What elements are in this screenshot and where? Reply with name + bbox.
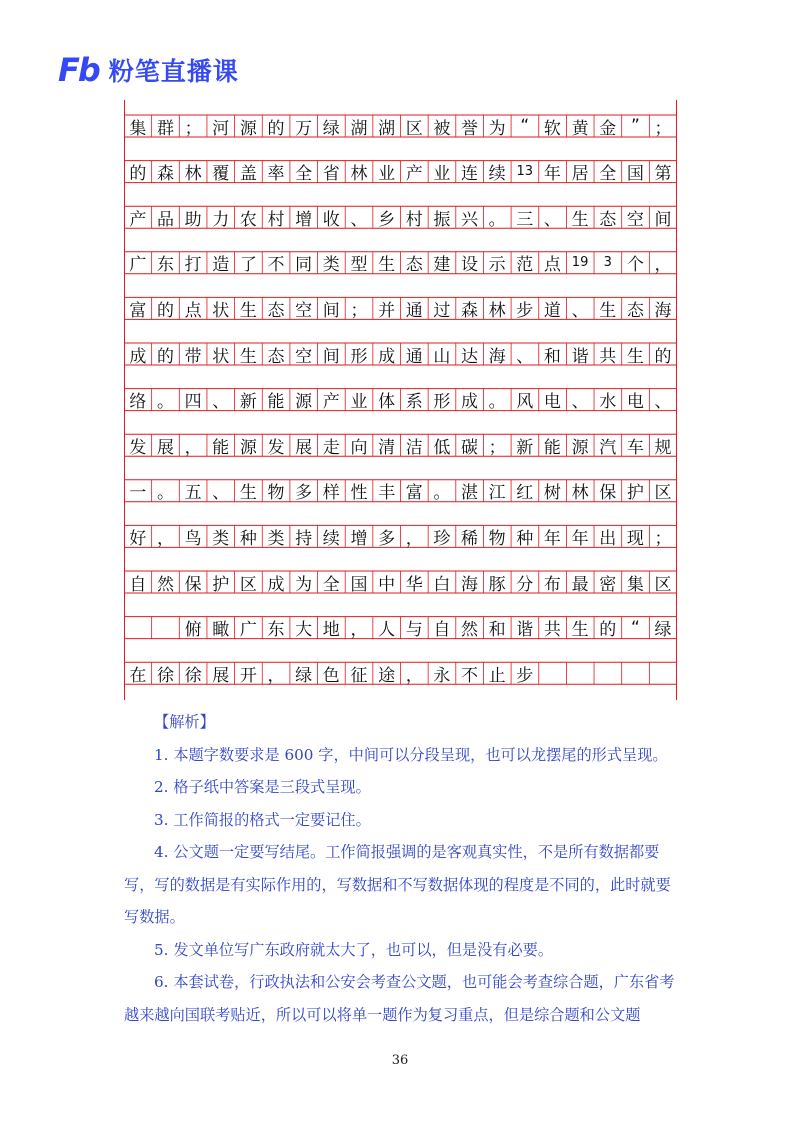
grid-cell: 密: [599, 574, 617, 595]
grid-cell: 态: [267, 346, 285, 367]
grid-cell: 森: [461, 300, 478, 321]
grid-cell: 带: [184, 346, 202, 367]
grid-cell: ，: [156, 528, 174, 549]
grid-cell: 率: [267, 164, 285, 185]
grid-cell: 汽: [599, 437, 617, 458]
grid-cell: 途: [378, 665, 396, 686]
grid-cell: 山: [433, 346, 451, 367]
grid-cell: 珍: [433, 528, 451, 549]
grid-cell: 系: [405, 392, 423, 413]
grid-cell: 间: [322, 346, 340, 367]
grid-cell: 态: [405, 255, 423, 276]
grid-cell: 华: [405, 574, 423, 595]
grid-cell: 广: [239, 620, 257, 641]
grid-cell: 徐: [184, 665, 202, 686]
grid-cell: 、: [516, 346, 534, 367]
grid-cell: 稀: [461, 528, 478, 549]
grid-cell: 为: [488, 118, 506, 139]
grid-cell: 增: [350, 528, 368, 549]
grid-cell: 增: [295, 209, 313, 230]
grid-cell: 向: [350, 437, 368, 458]
grid-cell: 能: [267, 392, 285, 413]
grid-cell: 俯: [184, 620, 202, 641]
grid-cell: 产: [322, 392, 340, 413]
grid-cell: 海: [488, 346, 506, 367]
grid-cell: 绿: [322, 118, 340, 139]
analysis-point: 4. 公文题一定要写结尾。工作简报强调的是客观真实性，不是所有数据都要写，写的数据是有实际作用的，写数据和不写数据体现的程度是不同的，此时就要写数据。: [124, 843, 671, 926]
grid-cell: 。: [488, 209, 506, 230]
grid-cell: 空: [295, 346, 313, 367]
grid-cell: 。: [156, 483, 174, 504]
grid-row: [124, 297, 677, 319]
grid-cell: 成: [461, 392, 478, 413]
grid-cell: 车: [626, 437, 644, 458]
grid-cell: ；: [488, 437, 506, 458]
grid-cell: 的: [129, 164, 147, 185]
grid-cell: 全: [322, 574, 340, 595]
analysis-point: 6. 本套试卷，行政执法和公安会考查公文题，也可能会考查综合题，广东省考越来越向国联考贴近，所以可以将单一题作为复习重点，但是综合题和公文题: [124, 973, 675, 1024]
grid-cell: 谐: [571, 346, 589, 367]
grid-cell: 丰: [378, 483, 396, 504]
grid-cell: 达: [461, 346, 478, 367]
grid-cell: 三: [516, 209, 534, 230]
grid-cell: 的: [156, 346, 174, 367]
grid-cell: 年: [543, 164, 561, 185]
grid-text-rows: [124, 100, 677, 700]
grid-cell: 护: [626, 483, 644, 504]
grid-row: [124, 343, 677, 365]
grid-cell: 振: [433, 209, 451, 230]
grid-cell: ，: [350, 620, 368, 641]
grid-cell: ，: [184, 437, 202, 458]
grid-cell: 造: [212, 255, 230, 276]
grid-cell: 白: [433, 574, 451, 595]
grid-row: [124, 389, 677, 411]
grid-cell: 生: [239, 300, 257, 321]
grid-cell: 在: [129, 665, 147, 686]
grid-cell: 过: [433, 300, 451, 321]
grid-cell: 村: [405, 209, 423, 230]
grid-cell: 类: [267, 528, 285, 549]
grid-cell: 类: [212, 528, 230, 549]
grid-cell: 分: [516, 574, 534, 595]
grid-cell: 的: [599, 620, 617, 641]
grid-cell: 生: [239, 346, 257, 367]
grid-cell: 全: [599, 164, 617, 185]
grid-cell: 出: [599, 528, 617, 549]
grid-cell: 水: [599, 392, 617, 413]
grid-cell: 点: [543, 255, 561, 276]
grid-cell: 年: [543, 528, 561, 549]
grid-cell: 谐: [516, 620, 534, 641]
grid-cell: 盖: [239, 164, 257, 185]
grid-cell: 徐: [156, 665, 174, 686]
grid-cell: 点: [184, 300, 202, 321]
grid-cell: 力: [212, 209, 230, 230]
grid-cell: 规: [654, 437, 672, 458]
grid-cell: 征: [350, 665, 368, 686]
grid-cell: 。: [488, 392, 506, 413]
grid-cell: [649, 662, 677, 684]
grid-cell: 永: [433, 665, 451, 686]
analysis-point: 2. 格子纸中答案是三段式呈现。: [154, 778, 371, 796]
grid-cell: 样: [322, 483, 340, 504]
grid-cell: 中: [378, 574, 396, 595]
grid-cell: 护: [212, 574, 230, 595]
grid-cell: 状: [212, 300, 230, 321]
grid-cell: 被: [433, 118, 451, 139]
grid-cell: 为: [295, 574, 313, 595]
grid-cell: 群: [156, 118, 174, 139]
grid-cell: 通: [405, 300, 423, 321]
grid-cell: 源: [239, 118, 257, 139]
grid-cell: 持: [295, 528, 313, 549]
grid-cell: 间: [654, 209, 672, 230]
grid-cell: 软: [543, 118, 561, 139]
grid-cell: 空: [295, 300, 313, 321]
grid-cell: [566, 662, 594, 684]
grid-cell: 态: [626, 300, 644, 321]
grid-cell: 品: [156, 209, 174, 230]
grid-cell: 了: [239, 255, 257, 276]
grid-cell: 不: [461, 665, 478, 686]
grid-cell: 东: [267, 620, 285, 641]
grid-cell: 助: [184, 209, 202, 230]
grid-cell: 然: [461, 620, 478, 641]
grid-cell: 湛: [461, 483, 478, 504]
grid-cell: 集: [626, 574, 644, 595]
grid-cell: 农: [239, 209, 257, 230]
grid-cell: 空: [626, 209, 644, 230]
grid-cell: ；: [654, 118, 672, 139]
analysis-point: 1. 本题字数要求是 600 字，中间可以分段呈现，也可以龙摆尾的形式呈现。: [154, 745, 668, 764]
grid-cell: 林: [184, 164, 202, 185]
grid-cell: 大: [295, 620, 313, 641]
grid-cell: ；: [184, 118, 202, 139]
grid-cell: 业: [433, 164, 451, 185]
grid-cell: 业: [350, 392, 368, 413]
grid-cell: 自: [433, 620, 451, 641]
grid-cell: 人: [378, 620, 396, 641]
grid-cell: 风: [516, 392, 534, 413]
grid-cell: 生: [378, 255, 396, 276]
grid-cell: 打: [184, 255, 202, 276]
grid-cell: 好: [129, 528, 147, 549]
grid-cell: 洁: [405, 437, 423, 458]
grid-cell: 、: [350, 209, 368, 230]
grid-row: [124, 662, 677, 684]
grid-cell: 碳: [461, 437, 478, 458]
grid-cell: 低: [433, 437, 451, 458]
grid-row: [124, 525, 677, 547]
grid-cell: 现: [626, 528, 644, 549]
grid-cell: 的: [156, 300, 174, 321]
grid-cell: 范: [516, 255, 534, 276]
grid-cell: 电: [626, 392, 644, 413]
grid-cell: [124, 617, 152, 639]
grid-cell: [622, 662, 650, 684]
grid-cell: 。: [433, 483, 451, 504]
grid-cell: 源: [295, 392, 313, 413]
grid-cell: 海: [654, 300, 672, 321]
page-number: 36: [391, 1053, 409, 1068]
grid-cell: 、: [571, 300, 589, 321]
grid-cell: 个: [626, 255, 644, 276]
analysis-section: [124, 706, 684, 1031]
grid-cell: 国: [350, 574, 368, 595]
grid-row: [124, 206, 677, 228]
grid-cell: 续: [322, 528, 340, 549]
grid-cell: 源: [239, 437, 257, 458]
grid-cell: 生: [239, 483, 257, 504]
grid-cell: 万: [295, 118, 313, 139]
grid-cell: ；: [350, 300, 368, 321]
grid-cell: 。: [156, 392, 174, 413]
grid-cell: 清: [378, 437, 396, 458]
grid-cell: ，: [654, 255, 672, 276]
grid-cell: 然: [156, 574, 174, 595]
grid-row: [124, 252, 677, 274]
grid-cell: 走: [322, 437, 340, 458]
grid-cell: 体: [378, 392, 396, 413]
grid-cell: 江: [488, 483, 506, 504]
grid-cell: 广: [129, 255, 147, 276]
grid-cell: 步: [516, 300, 534, 321]
analysis-point: 5. 发文单位写广东政府就太大了，也可以，但是没有必要。: [154, 940, 554, 959]
grid-cell: 形: [433, 392, 451, 413]
grid-cell: 源: [571, 437, 589, 458]
grid-cell: 络: [129, 392, 147, 413]
brand-header: [58, 52, 239, 88]
grid-cell: 集: [129, 118, 147, 139]
grid-cell: 湖: [350, 118, 368, 139]
grid-cell: 、: [212, 483, 230, 504]
grid-cell: 省: [322, 164, 340, 185]
grid-cell: 国: [626, 164, 644, 185]
grid-cell: 区: [654, 574, 672, 595]
grid-cell: 状: [212, 346, 230, 367]
grid-cell: 绿: [295, 665, 313, 686]
analysis-heading: 【解析】: [154, 713, 215, 731]
grid-cell: 并: [378, 300, 396, 321]
grid-cell: 生: [571, 209, 589, 230]
grid-cell: 湖: [378, 118, 396, 139]
grid-cell: 种: [516, 528, 534, 549]
grid-cell: 鸟: [184, 528, 202, 549]
grid-cell: 区: [405, 118, 423, 139]
grid-cell: 森: [156, 164, 174, 185]
grid-cell: 同: [295, 255, 313, 276]
grid-cell: 发: [267, 437, 285, 458]
grid-cell: [594, 662, 622, 684]
grid-cell: 、: [654, 392, 672, 413]
grid-cell: 、: [571, 392, 589, 413]
grid-cell: 一: [129, 483, 147, 504]
grid-cell: ，: [405, 665, 423, 686]
grid-cell: 道: [543, 300, 561, 321]
grid-row: [124, 480, 677, 502]
grid-cell: 不: [267, 255, 285, 276]
grid-cell: 地: [322, 620, 340, 641]
grid-cell: 黄: [571, 118, 589, 139]
grid-cell: 第: [654, 164, 672, 185]
grid-cell: 河: [212, 118, 230, 139]
grid-cell: 最: [571, 574, 589, 595]
grid-cell: “: [630, 617, 640, 638]
grid-cell: 林: [488, 300, 506, 321]
grid-cell: 年: [571, 528, 589, 549]
grid-cell: 保: [599, 483, 617, 504]
grid-cell: 四: [184, 392, 202, 413]
grid-cell: ，: [405, 528, 423, 549]
grid-cell: 区: [654, 483, 672, 504]
grid-cell: 誉: [461, 118, 478, 139]
grid-cell: 建: [433, 255, 451, 276]
grid-cell: 新: [516, 437, 534, 458]
grid-cell: 村: [267, 209, 285, 230]
grid-cell: 东: [156, 255, 174, 276]
grid-cell: 连: [461, 164, 478, 185]
grid-cell: 和: [488, 620, 506, 641]
grid-cell: 居: [571, 164, 589, 185]
grid-cell: 态: [267, 300, 285, 321]
grid-cell: 展: [156, 437, 174, 458]
grid-cell: 展: [212, 665, 230, 686]
grid-cell: ”: [630, 116, 640, 136]
grid-cell: 态: [599, 209, 617, 230]
grid-cell: 展: [295, 437, 313, 458]
grid-cell: ，: [267, 665, 285, 686]
grid-cell: 设: [461, 255, 478, 276]
grid-cell: 绿: [654, 620, 672, 641]
grid-cell: 开: [239, 665, 257, 686]
grid-cell: 收: [322, 209, 340, 230]
grid-cell: 保: [184, 574, 202, 595]
grid-cell: 共: [599, 346, 617, 367]
grid-cell: 类: [322, 255, 340, 276]
grid-cell: 示: [488, 255, 506, 276]
grid-cell: 续: [488, 164, 506, 185]
analysis-point: 3. 工作简报的格式一定要记住。: [154, 810, 371, 829]
grid-cell: 成: [378, 346, 396, 367]
grid-cell: 能: [212, 437, 230, 458]
grid-cell: 成: [129, 346, 147, 367]
grid-cell: 乡: [378, 209, 396, 230]
grid-cell: 、: [212, 392, 230, 413]
grid-cell: 物: [488, 528, 506, 549]
grid-row: [124, 161, 677, 183]
grid-cell: 生: [571, 620, 589, 641]
grid-row: [124, 617, 677, 639]
grid-cell: 富: [129, 300, 147, 321]
grid-cell: 和: [543, 346, 561, 367]
answer-grid-paper: [124, 100, 677, 700]
grid-cell: [539, 662, 567, 684]
grid-cell: 共: [543, 620, 561, 641]
brand-name: 粉笔直播课: [108, 57, 239, 86]
grid-cell: 成: [267, 574, 285, 595]
grid-cell: 形: [350, 346, 368, 367]
grid-cell: 豚: [488, 574, 506, 595]
grid-cell: 的: [654, 346, 672, 367]
grid-row: [124, 571, 677, 593]
grid-cell: 区: [239, 574, 257, 595]
grid-cell: 多: [378, 528, 396, 549]
grid-cell: 通: [405, 346, 423, 367]
grid-cell: 的: [267, 118, 285, 139]
grid-cell: 色: [322, 665, 340, 686]
grid-cell: [152, 617, 180, 639]
grid-cell: 林: [350, 164, 368, 185]
grid-cell: 生: [626, 346, 644, 367]
grid-cell: 自: [129, 574, 147, 595]
grid-cell: 能: [543, 437, 561, 458]
brand-logo-icon: Fb: [58, 51, 99, 89]
grid-cell: 止: [488, 665, 506, 686]
grid-cell: “: [520, 116, 530, 136]
grid-cell: 富: [405, 483, 423, 504]
grid-cell: 生: [599, 300, 617, 321]
grid-row: [124, 434, 677, 456]
grid-cell: 兴: [461, 209, 478, 230]
grid-cell: 13: [516, 164, 534, 180]
grid-cell: 发: [129, 437, 147, 458]
grid-cell: 金: [599, 118, 617, 139]
grid-cell: 电: [543, 392, 561, 413]
grid-cell: 物: [267, 483, 285, 504]
grid-cell: 瞰: [212, 620, 230, 641]
grid-cell: 覆: [212, 164, 230, 185]
grid-cell: 性: [350, 483, 368, 504]
grid-cell: 型: [350, 255, 368, 276]
grid-cell: 树: [543, 483, 561, 504]
grid-cell: 业: [378, 164, 396, 185]
grid-row: [124, 115, 677, 137]
grid-cell: 种: [239, 528, 257, 549]
grid-cell: 五: [184, 483, 202, 504]
grid-cell: ；: [654, 528, 672, 549]
grid-cell: 3: [603, 255, 612, 271]
grid-cell: 步: [516, 665, 534, 686]
grid-cell: 产: [405, 164, 423, 185]
grid-cell: 红: [516, 483, 534, 504]
grid-cell: 产: [129, 209, 147, 230]
grid-cell: 海: [461, 574, 478, 595]
grid-cell: 19: [571, 255, 589, 271]
grid-cell: 、: [543, 209, 561, 230]
grid-cell: 全: [295, 164, 313, 185]
grid-cell: 与: [405, 620, 423, 641]
grid-cell: 布: [543, 574, 561, 595]
grid-cell: 林: [571, 483, 589, 504]
grid-cell: 多: [295, 483, 313, 504]
grid-cell: 新: [239, 392, 257, 413]
grid-cell: 间: [322, 300, 340, 321]
